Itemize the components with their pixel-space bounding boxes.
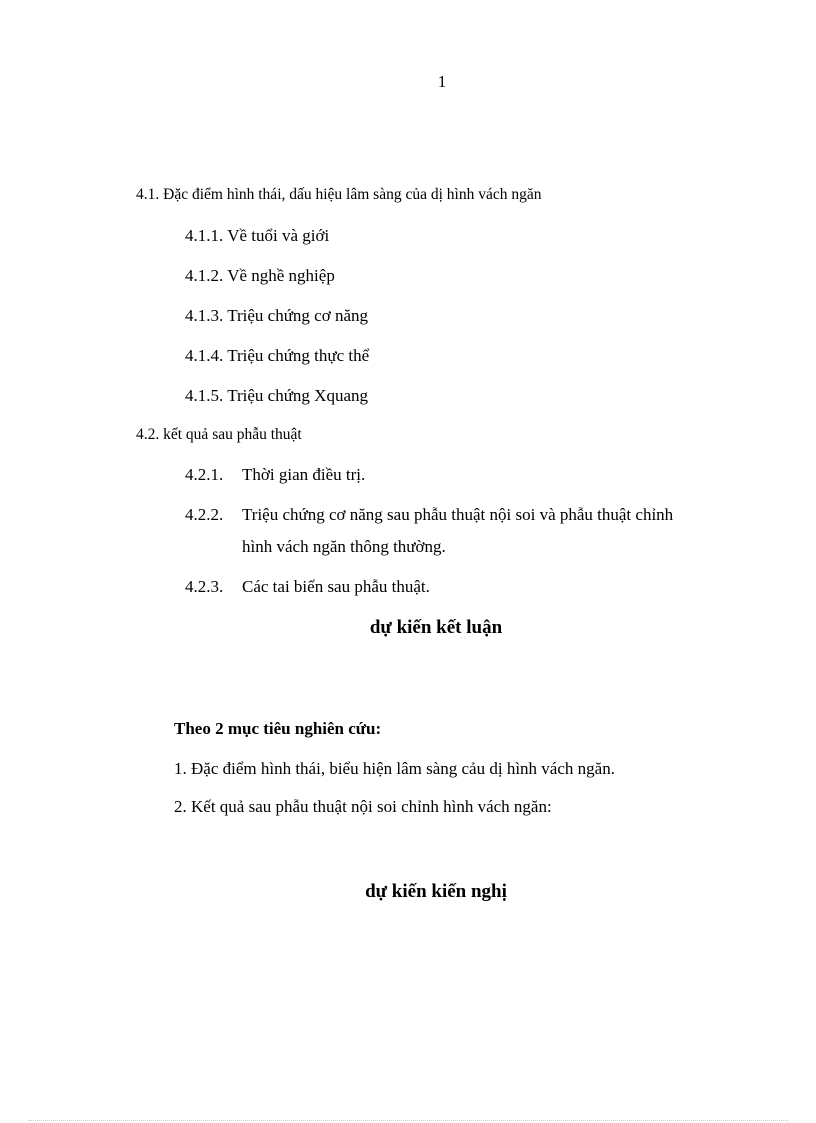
item-text: Triệu chứng cơ năng sau phẫu thuật nội soi và phẫu thuật chỉnh <box>242 505 674 524</box>
list-item-4-2-1 <box>185 465 365 485</box>
item-number: 4.2.3. <box>185 577 224 596</box>
page-number: 1 <box>437 72 447 91</box>
list-item-4-1-2: 4.1.2. Về nghề nghiệp <box>185 266 335 285</box>
item-text: Thời gian điều trị. <box>242 465 366 484</box>
page-bottom-divider <box>28 1120 788 1121</box>
item-text: Các tai biến sau phẫu thuật. <box>242 577 430 596</box>
list-item-4-1-5: 4.1.5. Triệu chứng Xquang <box>185 386 368 405</box>
recommendation-heading: dự kiến kiến nghị <box>365 881 507 902</box>
section-4-1-title: 4.1. Đặc điểm hình thái, dấu hiệu lâm sàng của dị hình vách ngăn <box>136 186 542 203</box>
section-4-2-title: 4.2. kết quả sau phẫu thuật <box>136 426 302 443</box>
list-item-4-2-3 <box>185 577 430 597</box>
list-item-4-2-2 <box>185 505 673 525</box>
conclusion-intro: Theo 2 mục tiêu nghiên cứu: <box>174 719 382 738</box>
list-item-4-1-3: 4.1.3. Triệu chứng cơ năng <box>185 306 368 325</box>
list-item-4-1-1: 4.1.1. Về tuổi và giới <box>185 226 330 245</box>
conclusion-heading: dự kiến kết luận <box>369 617 503 638</box>
conclusion-point-1: 1. Đặc điểm hình thái, biểu hiện lâm sàng cảu dị hình vách ngăn. <box>174 759 615 778</box>
list-item-4-2-2-continuation: hình vách ngăn thông thường. <box>242 537 446 556</box>
list-item-4-1-4: 4.1.4. Triệu chứng thực thể <box>185 346 370 365</box>
conclusion-point-2: 2. Kết quả sau phẫu thuật nội soi chỉnh hình vách ngăn: <box>174 797 552 816</box>
item-number: 4.2.1. <box>185 465 224 484</box>
item-number: 4.2.2. <box>185 505 224 524</box>
